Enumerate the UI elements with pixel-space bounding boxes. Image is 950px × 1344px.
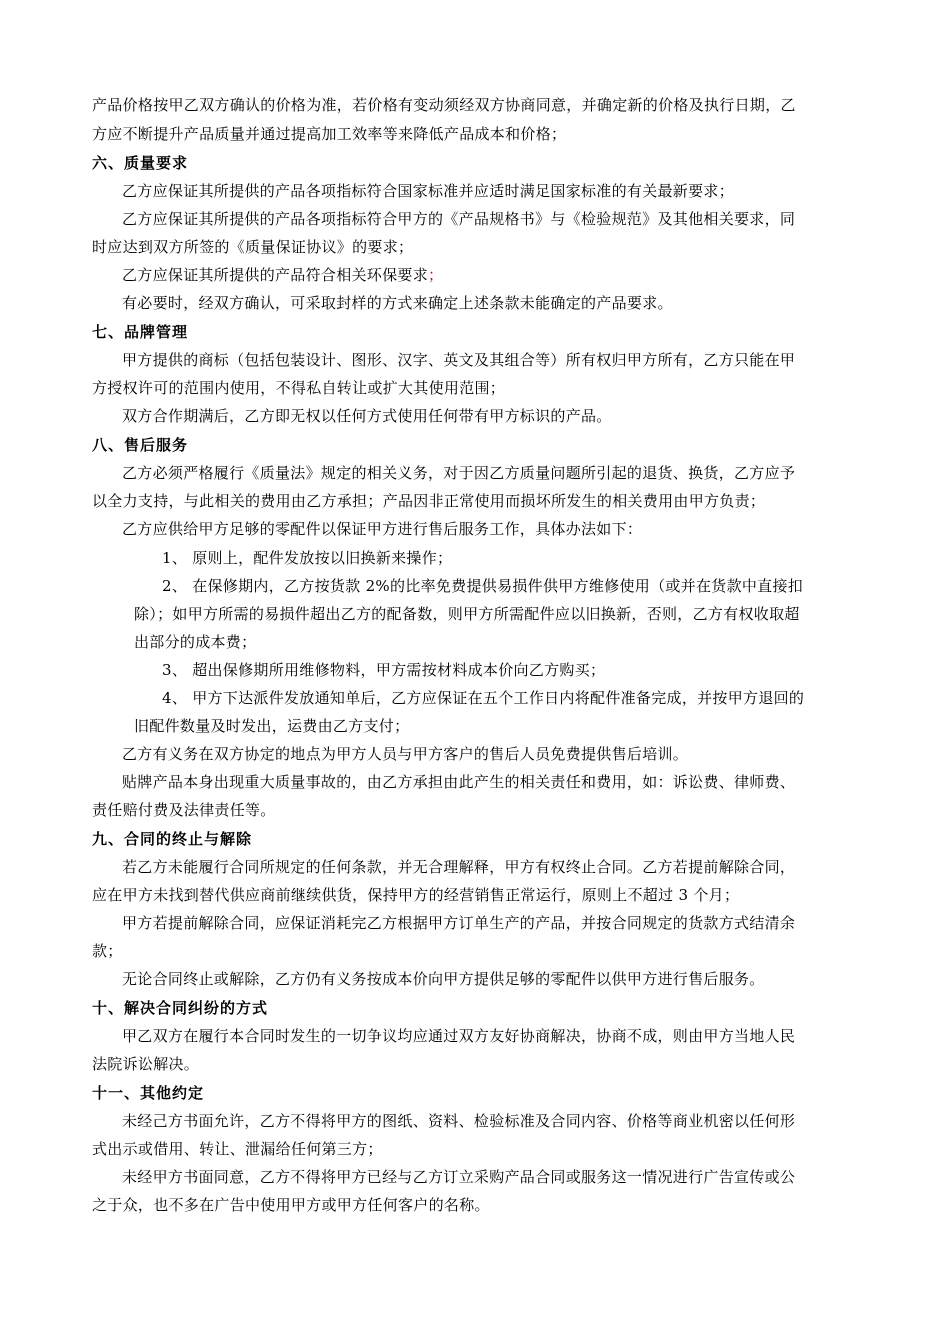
paragraph-line: 时应达到双方所签的《质量保证协议》的要求； (92, 238, 414, 256)
section-heading: 八、售后服务 (92, 436, 189, 454)
list-item-continuation: 出部分的成本费； (134, 633, 257, 651)
section-heading: 九、合同的终止与解除 (92, 830, 253, 848)
paragraph-line: 乙方应供给甲方足够的零配件以保证甲方进行售后服务工作，具体办法如下： (122, 520, 643, 538)
paragraph-line: 应在甲方未找到替代供应商前继续供货，保持甲方的经营销售正常运行，原则上不超过 3 个月； (92, 886, 740, 904)
paragraph-line: 无论合同终止或解除，乙方仍有义务按成本价向甲方提供足够的零配件以供甲方进行售后服务。 (122, 970, 765, 988)
paragraph-line: 以全力支持，与此相关的费用由乙方承担；产品因非正常使用而损坏所发生的相关费用由甲方负责； (92, 492, 766, 510)
highlighted-punctuation: ； (428, 266, 444, 284)
section-heading: 十一、其他约定 (92, 1084, 205, 1102)
paragraph-line: 有必要时，经双方确认，可采取封样的方式来确定上述条款未能确定的产品要求。 (122, 294, 673, 312)
list-item: 2、 在保修期内，乙方按货款 2%的比率免费提供易损件供甲方维修使用（或并在货款中直接扣 (162, 577, 804, 595)
list-item: 3、 超出保修期所用维修物料，甲方需按材料成本价向乙方购买； (162, 661, 606, 679)
section-heading: 十、解决合同纠纷的方式 (92, 999, 269, 1017)
paragraph-line: 之于众，也不多在广告中使用甲方或甲方任何客户的名称。 (92, 1196, 490, 1214)
paragraph-line: 款； (92, 942, 123, 960)
paragraph-line: 乙方应保证其所提供的产品各项指标符合国家标准并应适时满足国家标准的有关最新要求； (122, 182, 735, 200)
paragraph-line: 乙方必须严格履行《质量法》规定的相关义务，对于因乙方质量问题所引起的退货、换货，乙方应予 (122, 464, 796, 482)
paragraph-line: 双方合作期满后，乙方即无权以任何方式使用任何带有甲方标识的产品。 (122, 407, 612, 425)
paragraph-line: 贴牌产品本身出现重大质量事故的，由乙方承担由此产生的相关责任和费用，如：诉讼费、律师费、 (122, 773, 796, 791)
paragraph-line: 方授权许可的范围内使用，不得私自转让或扩大其使用范围； (92, 379, 506, 397)
section-heading: 七、品牌管理 (92, 323, 189, 341)
list-item: 1、 原则上，配件发放按以旧换新来操作； (162, 549, 453, 567)
list-item-continuation: 旧配件数量及时发出，运费由乙方支付； (134, 717, 410, 735)
paragraph-line: 甲方提供的商标（包括包装设计、图形、汉字、英文及其组合等）所有权归甲方所有，乙方只能在甲 (122, 351, 796, 369)
list-item-continuation: 除）；如甲方所需的易损件超出乙方的配备数，则甲方所需配件应以旧换新，否则，乙方有权收取超 (134, 605, 800, 623)
paragraph-line: 式出示或借用、转让、泄漏给任何第三方； (92, 1140, 383, 1158)
section-heading: 六、质量要求 (92, 154, 189, 172)
paragraph-line: 未经甲方书面同意，乙方不得将甲方已经与乙方订立采购产品合同或服务这一情况进行广告宣传或公 (122, 1168, 796, 1186)
paragraph-text: 乙方应保证其所提供的产品符合相关环保要求 (122, 266, 429, 284)
paragraph-line: 甲方若提前解除合同，应保证消耗完乙方根据甲方订单生产的产品，并按合同规定的货款方式结清余 (122, 914, 796, 932)
paragraph-line: 法院诉讼解决。 (92, 1055, 200, 1073)
paragraph-line: 乙方应保证其所提供的产品各项指标符合甲方的《产品规格书》与《检验规范》及其他相关要求，同 (122, 210, 796, 228)
paragraph-line: 方应不断提升产品质量并通过提高加工效率等来降低产品成本和价格； (92, 125, 567, 143)
paragraph-line: 产品价格按甲乙双方确认的价格为准，若价格有变动须经双方协商同意，并确定新的价格及执行日期，乙 (92, 96, 796, 114)
paragraph-line: 若乙方未能履行合同所规定的任何条款，并无合理解释，甲方有权终止合同。乙方若提前解除合同， (122, 858, 796, 876)
list-item: 4、 甲方下达派件发放通知单后，乙方应保证在五个工作日内将配件准备完成，并按甲方退回的 (162, 689, 805, 707)
paragraph-line: 乙方有义务在双方协定的地点为甲方人员与甲方客户的售后人员免费提供售后培训。 (122, 745, 689, 763)
paragraph-line (122, 265, 902, 285)
paragraph-line: 未经己方书面允许，乙方不得将甲方的图纸、资料、检验标准及合同内容、价格等商业机密以任何形 (122, 1112, 796, 1130)
paragraph-line: 责任赔付费及法律责任等。 (92, 801, 276, 819)
paragraph-line: 甲乙双方在履行本合同时发生的一切争议均应通过双方友好协商解决，协商不成，则由甲方当地人民 (122, 1027, 796, 1045)
